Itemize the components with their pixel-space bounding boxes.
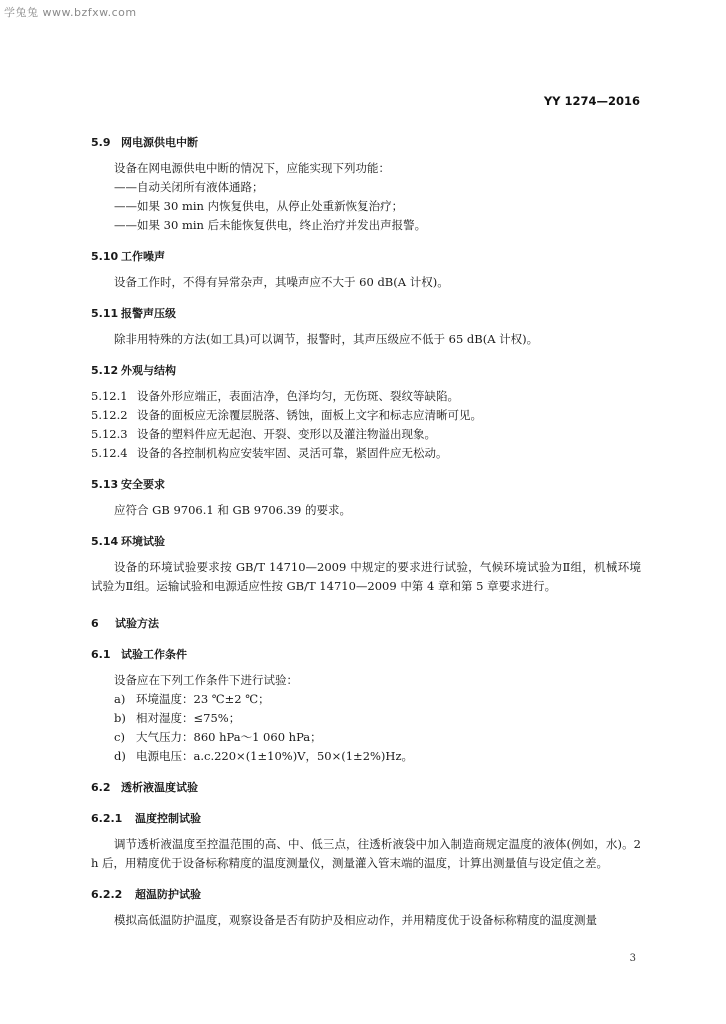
- watermark: 学兔兔 www.bzfxw.com: [4, 6, 137, 19]
- section-number: 5.13: [91, 478, 119, 491]
- item-mark: d): [114, 749, 126, 763]
- item-text: 大气压力：860 hPa～1 060 hPa；: [136, 730, 322, 744]
- item-text: 环境温度：23 ℃±2 ℃；: [136, 692, 270, 706]
- section-heading-5-12: [91, 361, 641, 380]
- section-number: 5.10: [91, 250, 119, 263]
- item-mark: b): [114, 711, 126, 725]
- clause-text: 设备外形应端正，表面洁净，色泽均匀，无伤斑、裂纹等缺陷。: [137, 389, 459, 403]
- section-paragraph: 设备工作时，不得有异常杂声，其噪声应不大于 60 dB(A 计权)。: [114, 275, 449, 289]
- standard-code: YY 1274—2016: [543, 94, 640, 108]
- condition-item-b: [91, 709, 641, 728]
- section-paragraph: 设备的环境试验要求按 GB/T 14710—2009 中规定的要求进行试验，气候环境试验为Ⅱ组，机械环境试验为Ⅱ组。运输试验和电源适应性按 GB/T 14710—2009 中第 4 章和第 5 章要求进行。: [91, 560, 641, 593]
- section-paragraph: 设备在网电源供电中断的情况下，应能实现下列功能：: [114, 161, 390, 175]
- section-number: 5.14: [91, 535, 119, 548]
- section-paragraph: 应符合 GB 9706.1 和 GB 9706.39 的要求。: [114, 503, 352, 517]
- section-number: 6.2: [91, 781, 111, 794]
- section-paragraph: 设备应在下列工作条件下进行试验：: [114, 673, 298, 687]
- item-mark: a): [114, 692, 126, 706]
- section-paragraph: 模拟高低温防护温度，观察设备是否有防护及相应动作，并用精度优于设备标称精度的温度测量: [114, 913, 597, 927]
- section-title: 超温防护试验: [135, 888, 201, 901]
- section-title: 报警声压级: [121, 307, 176, 320]
- document-body: [91, 133, 641, 930]
- item-text: 电源电压：a.c.220×(1±10%)V，50×(1±2%)Hz。: [136, 749, 414, 763]
- section-number: 5.11: [91, 307, 119, 320]
- item-text: 相对湿度：≤75%；: [136, 711, 241, 725]
- section-title: 安全要求: [121, 478, 165, 491]
- condition-item-a: [91, 690, 641, 709]
- clause-number: 5.12.3: [91, 427, 128, 441]
- section-heading-5-13: [91, 475, 641, 494]
- section-paragraph: 调节透析液温度至控温范围的高、中、低三点，往透析液袋中加入制造商规定温度的液体(例如，水)。2 h 后，用精度优于设备标称精度的温度测量仪，测量灌入管末端的温度，计算出测量值与设定值之差。: [91, 837, 641, 870]
- section-number: 6.2.1: [91, 812, 123, 825]
- section-heading-5-11: [91, 304, 641, 323]
- clause-number: 5.12.1: [91, 389, 128, 403]
- section-heading-6-2: [91, 778, 641, 797]
- page-number: 3: [629, 953, 636, 964]
- clause-number: 5.12.2: [91, 408, 128, 422]
- section-number: 5.9: [91, 136, 111, 149]
- section-heading-6-2-2: [91, 885, 641, 904]
- dash-list-item: ——自动关闭所有液体通路；: [114, 180, 264, 194]
- section-title: 温度控制试验: [135, 812, 201, 825]
- clause-text: 设备的各控制机构应安装牢固、灵活可靠，紧固件应无松动。: [137, 446, 448, 460]
- section-number: 5.12: [91, 364, 119, 377]
- section-heading-6-2-1: [91, 809, 641, 828]
- section-title: 工作噪声: [121, 250, 165, 263]
- chapter-heading-6: [91, 614, 641, 633]
- chapter-number: 6: [91, 617, 99, 630]
- condition-item-d: [91, 747, 641, 766]
- clause-text: 设备的面板应无涂覆层脱落、锈蚀，面板上文字和标志应清晰可见。: [137, 408, 482, 422]
- dash-list-item: ——如果 30 min 后未能恢复供电，终止治疗并发出声报警。: [114, 218, 427, 232]
- clause-5-12-3: [91, 425, 641, 444]
- section-number: 6.2.2: [91, 888, 123, 901]
- section-number: 6.1: [91, 648, 111, 661]
- clause-5-12-4: [91, 444, 641, 463]
- section-heading-5-9: [91, 133, 641, 152]
- clause-5-12-1: [91, 387, 641, 406]
- section-title: 环境试验: [121, 535, 165, 548]
- section-title: 外观与结构: [121, 364, 176, 377]
- section-heading-5-10: [91, 247, 641, 266]
- section-title: 网电源供电中断: [121, 136, 198, 149]
- dash-list-item: ——如果 30 min 内恢复供电，从停止处重新恢复治疗；: [114, 199, 404, 213]
- clause-number: 5.12.4: [91, 446, 128, 460]
- item-mark: c): [114, 730, 125, 744]
- chapter-title: 试验方法: [115, 617, 159, 630]
- clause-text: 设备的塑料件应无起泡、开裂、变形以及灌注物溢出现象。: [137, 427, 436, 441]
- section-paragraph: 除非用特殊的方法(如工具)可以调节，报警时，其声压级应不低于 65 dB(A 计权)。: [114, 332, 539, 346]
- section-heading-6-1: [91, 645, 641, 664]
- section-heading-5-14: [91, 532, 641, 551]
- condition-item-c: [91, 728, 641, 747]
- section-title: 透析液温度试验: [121, 781, 198, 794]
- section-title: 试验工作条件: [121, 648, 187, 661]
- clause-5-12-2: [91, 406, 641, 425]
